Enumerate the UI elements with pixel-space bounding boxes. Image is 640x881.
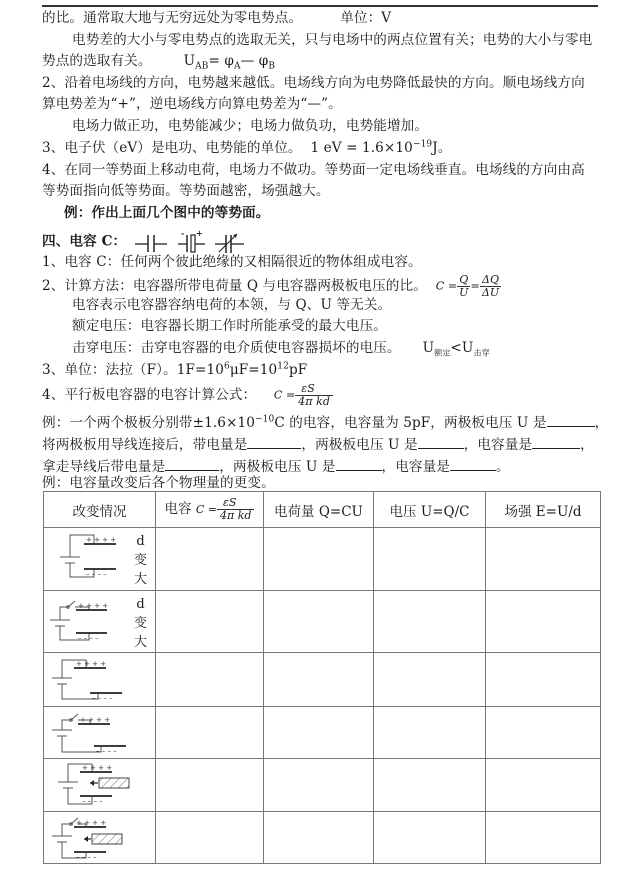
example-line: 例：一个两个极板分别带$\pm 1.6\times 10^{-10}C$ 的电容，电容量为 5pF，两极板电压 U 是 ， bbox=[42, 414, 609, 431]
table-row bbox=[44, 759, 601, 812]
table-row bbox=[44, 653, 601, 707]
capacitance-formula: C = $\frac{Q}{U}$ = $\frac{\Delta Q}{\Delta U}$ bbox=[435, 273, 500, 299]
svg-text:+ + + +: + + + + bbox=[76, 818, 107, 827]
answer-blank[interactable] bbox=[547, 413, 595, 427]
answer-blank[interactable] bbox=[247, 435, 301, 449]
diagram-cell bbox=[44, 759, 156, 812]
diagram-cell bbox=[44, 591, 156, 653]
text-line bbox=[42, 383, 333, 408]
charge-cell[interactable] bbox=[264, 812, 374, 864]
header-voltage: 电压 U=Q/C bbox=[374, 492, 486, 528]
table-row bbox=[44, 812, 601, 864]
table-row bbox=[44, 707, 601, 759]
svg-text:+ + + +: + + + + bbox=[82, 764, 113, 772]
header-field: 场强 E=U/d bbox=[486, 492, 601, 528]
charge-cell[interactable] bbox=[264, 591, 374, 653]
example-line: 例：电容量改变后各个物理量的更变。 bbox=[42, 475, 275, 491]
text: 击穿电压：击穿电容器的电介质使电容器损坏的电压。 bbox=[72, 340, 401, 356]
text-line: 等势面指向低等势面。等势面越密，场强越大。 bbox=[42, 183, 330, 199]
circuit-connected-dielectric-icon bbox=[44, 760, 154, 810]
svg-text:– – – –: – – – – bbox=[82, 797, 103, 805]
text-line: 2、沿着电场线的方向，电势越来越低。电场线方向为电势降低最快的方向。顺电场线方向 bbox=[42, 75, 585, 91]
formula-uab: $U_{AB}=$ $\varphi_A—$ $\varphi_B$ bbox=[183, 53, 276, 72]
answer-blank[interactable] bbox=[418, 435, 464, 449]
row-label: d 变 大 bbox=[133, 534, 147, 587]
text-line: 1、电容 C：任何两个彼此绝缘的又相隔很近的物体组成电容。 bbox=[42, 254, 422, 270]
svg-text:– – – –: – – – – bbox=[76, 852, 97, 861]
capacitance-cell[interactable] bbox=[156, 591, 264, 653]
diagram-cell bbox=[44, 707, 156, 759]
circuit-switch-open-dielectric-icon bbox=[44, 813, 154, 863]
svg-text:+: + bbox=[195, 230, 203, 238]
text-line: 电场力做正功，电势能减少；电场力做负功，电势能增加。 bbox=[72, 118, 429, 134]
text-line: 3、单位：法拉（F）。$1F=10^6\mu F=10^{12}pF$ bbox=[42, 361, 308, 378]
header-change: 改变情况 bbox=[44, 492, 156, 528]
header-charge: 电荷量 Q=CU bbox=[264, 492, 374, 528]
svg-text:+ + + +: + + + + bbox=[78, 601, 109, 610]
voltage-cell[interactable] bbox=[374, 653, 486, 707]
svg-text:+ + + +: + + + + bbox=[76, 659, 107, 668]
svg-text:– – – –: – – – – bbox=[92, 693, 113, 702]
field-cell[interactable] bbox=[486, 759, 601, 812]
text-line: 电势差的大小与零电势点的选取无关，只与电场中的两点位置有关；电势的大小与零电 bbox=[72, 32, 593, 48]
voltage-cell[interactable] bbox=[374, 812, 486, 864]
capacitance-cell[interactable] bbox=[156, 528, 264, 591]
charge-cell[interactable] bbox=[264, 707, 374, 759]
ev-formula: 1 eV = $1.6\times 10^{-19}J$。 bbox=[310, 139, 452, 156]
capacitor-icon bbox=[135, 231, 169, 253]
field-cell[interactable] bbox=[486, 591, 601, 653]
charge-cell[interactable] bbox=[264, 759, 374, 812]
svg-text:– – – –: – – – – bbox=[86, 570, 107, 578]
svg-text:-: - bbox=[180, 230, 185, 238]
circuit-switch-open-shifted-icon bbox=[44, 708, 154, 758]
example-line: 将两极板用导线连接后，带电量是 ，两极板电压 U 是 ，电容量是 ， bbox=[42, 437, 594, 453]
field-cell[interactable] bbox=[486, 528, 601, 591]
text-line bbox=[42, 139, 451, 157]
text-line: 4、在同一等势面上移动电荷，电场力不做功。等势面一定电场线垂直。电场线的方向由高 bbox=[42, 162, 585, 178]
variable-capacitor-icon bbox=[215, 230, 245, 254]
table-row bbox=[44, 591, 601, 653]
text: 3、电子伏（eV）是电功、电势能的单位。 bbox=[42, 140, 302, 156]
voltage-cell[interactable] bbox=[374, 528, 486, 591]
section-heading bbox=[42, 230, 245, 254]
text: 的比。通常取大地与无穷远处为零电势点。 bbox=[42, 10, 303, 26]
text-line: 电容表示电容器容纳电荷的本领，与 Q、U 等无关。 bbox=[72, 297, 392, 313]
text-line bbox=[72, 339, 490, 357]
voltage-cell[interactable] bbox=[374, 759, 486, 812]
text: 4、平行板电容器的电容计算公式： bbox=[42, 387, 257, 403]
table-header-row bbox=[44, 492, 601, 528]
charge-cell[interactable] bbox=[264, 528, 374, 591]
svg-text:+ + + +: + + + + bbox=[80, 715, 111, 724]
diagram-cell bbox=[44, 528, 156, 591]
text-line: 额定电压：电容器长期工作时所能承受的最大电压。 bbox=[72, 318, 387, 334]
capacitance-cell[interactable] bbox=[156, 707, 264, 759]
svg-text:– – – –: – – – – bbox=[96, 746, 117, 755]
parallel-plate-formula: C = $\frac{\varepsilon S}{\text{4π kd}}$ bbox=[274, 387, 333, 403]
capacitance-cell[interactable] bbox=[156, 759, 264, 812]
voltage-cell[interactable] bbox=[374, 591, 486, 653]
capacitance-cell[interactable] bbox=[156, 812, 264, 864]
svg-text:– – – –: – – – – bbox=[78, 633, 99, 642]
text-line bbox=[42, 9, 391, 27]
unit-text: 单位：V bbox=[340, 10, 392, 26]
table-row bbox=[44, 528, 601, 591]
circuit-connected-shifted-icon bbox=[44, 654, 154, 706]
text: 2、计算方法：电容器所带电荷量 Q 与电容器两极板电压的比。 bbox=[42, 278, 427, 294]
header-capacitance: 电容 C = $\frac{\varepsilon S}{\text{4π kd}}$ bbox=[156, 492, 264, 528]
example-line: 拿走导线后带电量是 ，两极板电压 U 是 ，电容量是 。 bbox=[42, 459, 510, 475]
text-line bbox=[42, 52, 275, 70]
answer-blank[interactable] bbox=[336, 457, 382, 471]
text: 势点的选取有关。 bbox=[42, 53, 152, 69]
example-heading: 例：作出上面几个图中的等势面。 bbox=[64, 205, 270, 221]
svg-text:+ + + +: + + + + bbox=[86, 536, 117, 544]
top-rule bbox=[42, 5, 598, 7]
diagram-cell bbox=[44, 653, 156, 707]
field-cell[interactable] bbox=[486, 707, 601, 759]
field-cell[interactable] bbox=[486, 812, 601, 864]
field-cell[interactable] bbox=[486, 653, 601, 707]
diagram-cell bbox=[44, 812, 156, 864]
answer-blank[interactable] bbox=[532, 435, 580, 449]
voltage-inequality: $U_{额定}<U_{击穿}$ bbox=[422, 340, 490, 358]
section-title: 四、电容 C： bbox=[42, 233, 127, 250]
voltage-cell[interactable] bbox=[374, 707, 486, 759]
change-table bbox=[43, 491, 601, 864]
charge-cell[interactable] bbox=[264, 653, 374, 707]
capacitance-cell[interactable] bbox=[156, 653, 264, 707]
answer-blank[interactable] bbox=[165, 457, 219, 471]
answer-blank[interactable] bbox=[450, 457, 496, 471]
text-line: 算电势差为“+”，逆电场线方向算电势差为“—”。 bbox=[42, 96, 342, 112]
electrolytic-capacitor-icon bbox=[178, 230, 206, 254]
row-label: d 变 大 bbox=[133, 597, 147, 650]
